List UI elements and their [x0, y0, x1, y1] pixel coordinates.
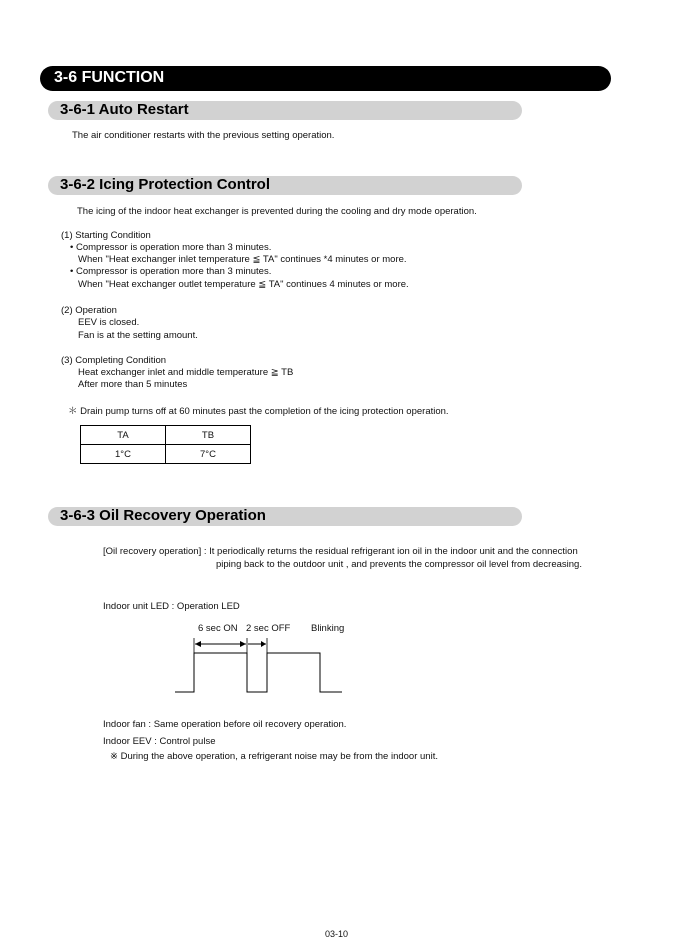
led-label: Indoor unit LED : Operation LED: [103, 601, 240, 612]
timing-off-label: 2 sec OFF: [246, 623, 291, 634]
oil-recovery-description-1: [Oil recovery operation] : It periodically returns the residual refrigerant ion oil in the indoor unit and the connection: [103, 546, 578, 557]
operation-heading: (2) Operation: [61, 305, 117, 316]
timing-blink-label: Blinking: [311, 623, 345, 634]
section-header-bar: [40, 66, 611, 91]
operation-line-2: Fan is at the setting amount.: [78, 330, 198, 341]
indoor-fan-text: Indoor fan : Same operation before oil recovery operation.: [103, 719, 347, 730]
drain-pump-note: ＊ Drain pump turns off at 60 minutes past the completion of the icing protection operation.: [68, 406, 449, 417]
starting-condition-detail-1: When "Heat exchanger inlet temperature ≦ TA" continues *4 minutes or more.: [78, 254, 407, 265]
refrigerant-noise-note: ※ During the above operation, a refrigerant noise may be from the indoor unit.: [110, 751, 438, 762]
operation-line-1: EEV is closed.: [78, 317, 140, 328]
table-header-tb: TB: [166, 426, 251, 445]
oil-recovery-description-2: piping back to the outdoor unit , and prevents the compressor oil level from decreasing.: [216, 559, 582, 570]
starting-condition-detail-2: When "Heat exchanger outlet temperature ≦ TA" continues 4 minutes or more.: [78, 279, 409, 290]
page-number: 03-10: [324, 929, 349, 939]
starting-condition-bullet-2: • Compressor is operation more than 3 minutes.: [70, 266, 272, 277]
table-row: [81, 445, 251, 464]
starting-condition-bullet-1: • Compressor is operation more than 3 minutes.: [70, 242, 272, 253]
table-value-ta: 1°C: [81, 445, 166, 464]
indoor-eev-text: Indoor EEV : Control pulse: [103, 736, 216, 747]
temperature-table: [80, 425, 251, 464]
completing-condition-heading: (3) Completing Condition: [61, 355, 167, 366]
completing-condition-line-2: After more than 5 minutes: [78, 379, 188, 390]
led-waveform: [175, 653, 342, 692]
table-value-tb: 7°C: [166, 445, 251, 464]
table-header-ta: TA: [81, 426, 166, 445]
completing-condition-line-1: Heat exchanger inlet and middle temperature ≧ TB: [78, 367, 294, 378]
starting-condition-heading: (1) Starting Condition: [61, 230, 151, 241]
led-timing-diagram: [170, 636, 350, 698]
subsection-title: 3-6-3 Oil Recovery Operation: [60, 507, 266, 524]
subsection-bar-auto-restart: [48, 101, 522, 120]
auto-restart-text: The air conditioner restarts with the previous setting operation.: [72, 130, 335, 141]
timing-on-label: 6 sec ON: [198, 623, 238, 634]
table-row: [81, 426, 251, 445]
subsection-bar-icing-protection: [48, 176, 522, 195]
icing-intro: The icing of the indoor heat exchanger is prevented during the cooling and dry mode operation.: [77, 206, 477, 217]
subsection-bar-oil-recovery: [48, 507, 522, 526]
subsection-title: 3-6-1 Auto Restart: [60, 101, 189, 118]
section-title: 3-6 FUNCTION: [54, 69, 165, 86]
subsection-title: 3-6-2 Icing Protection Control: [60, 176, 271, 193]
